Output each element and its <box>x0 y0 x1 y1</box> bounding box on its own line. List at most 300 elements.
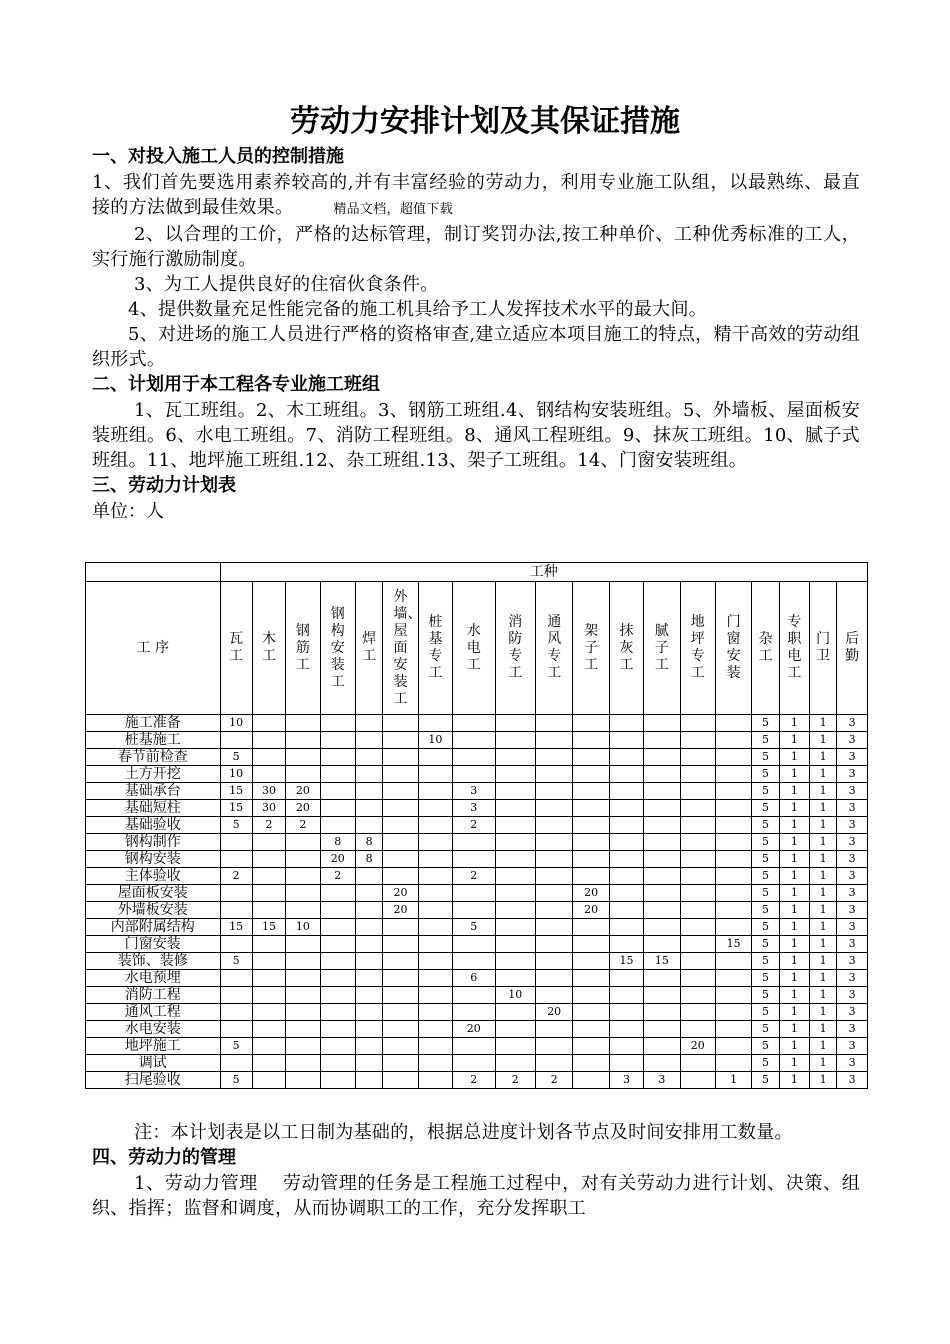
table-row <box>86 732 868 749</box>
headcount-cell: 20 <box>320 851 355 868</box>
headcount-cell: 1 <box>810 936 837 953</box>
headcount-cell <box>680 936 715 953</box>
trade-header-label: 通风专工 <box>547 614 562 681</box>
headcount-cell <box>220 970 252 987</box>
headcount-cell: 1 <box>779 817 809 834</box>
headcount-cell <box>573 1055 609 1072</box>
headcount-cell: 3 <box>837 800 868 817</box>
headcount-cell: 1 <box>779 783 809 800</box>
headcount-cell <box>453 1055 495 1072</box>
headcount-cell <box>535 936 572 953</box>
headcount-cell <box>609 1021 643 1038</box>
headcount-cell <box>680 732 715 749</box>
headcount-cell: 15 <box>644 953 680 970</box>
headcount-cell <box>453 732 495 749</box>
headcount-cell: 20 <box>535 1004 572 1021</box>
headcount-cell: 1 <box>779 749 809 766</box>
headcount-cell <box>609 732 643 749</box>
table-row <box>86 817 868 834</box>
trade-header-11 <box>609 582 643 715</box>
headcount-cell <box>320 732 355 749</box>
headcount-cell: 5 <box>752 919 779 936</box>
headcount-cell <box>715 1021 751 1038</box>
headcount-cell <box>418 834 452 851</box>
headcount-cell: 1 <box>810 987 837 1004</box>
headcount-cell: 1 <box>779 919 809 936</box>
process-name: 基础验收 <box>86 817 221 834</box>
process-name: 春节前检查 <box>86 749 221 766</box>
headcount-cell <box>644 715 680 732</box>
document-title: 劳动力安排计划及其保证措施 <box>290 104 680 139</box>
headcount-cell <box>356 1038 383 1055</box>
headcount-cell <box>715 953 751 970</box>
section1-paragraph-3: 3、为工人提供良好的住宿伙食条件。 <box>134 274 439 295</box>
section1-p1-text: 1、我们首先要选用素养较高的,并有丰富经验的劳动力，利用专业施工队组，以最熟练、最直接的方法做到最佳效果。 <box>92 172 860 218</box>
headcount-cell <box>286 715 320 732</box>
process-name: 外墙板安装 <box>86 902 221 919</box>
headcount-cell <box>320 1055 355 1072</box>
headcount-cell <box>535 902 572 919</box>
headcount-cell: 2 <box>252 817 285 834</box>
headcount-cell: 15 <box>220 783 252 800</box>
headcount-cell <box>383 715 418 732</box>
section1-paragraph-2: 2、以合理的工价，严格的达标管理，制订奖罚办法,按工种单价、工种优秀标准的工人，实行施行激励制度。 <box>92 224 860 270</box>
headcount-cell <box>715 749 751 766</box>
headcount-cell: 5 <box>752 749 779 766</box>
headcount-cell <box>609 817 643 834</box>
process-name: 钢构制作 <box>86 834 221 851</box>
headcount-cell: 1 <box>779 1055 809 1072</box>
headcount-cell <box>715 783 751 800</box>
process-name: 装饰、装修 <box>86 953 221 970</box>
headcount-cell <box>715 970 751 987</box>
headcount-cell <box>609 868 643 885</box>
headcount-cell <box>495 953 535 970</box>
headcount-cell <box>320 817 355 834</box>
headcount-cell <box>453 1038 495 1055</box>
headcount-cell <box>383 834 418 851</box>
headcount-cell <box>535 817 572 834</box>
table-group-header-row <box>86 563 868 582</box>
headcount-cell <box>418 1072 452 1089</box>
headcount-cell <box>680 817 715 834</box>
headcount-cell <box>573 834 609 851</box>
headcount-cell <box>220 1055 252 1072</box>
headcount-cell <box>609 834 643 851</box>
headcount-cell <box>535 783 572 800</box>
process-name: 通风工程 <box>86 1004 221 1021</box>
headcount-cell: 3 <box>837 936 868 953</box>
headcount-cell: 1 <box>779 987 809 1004</box>
headcount-cell: 20 <box>680 1038 715 1055</box>
headcount-cell: 1 <box>779 1038 809 1055</box>
headcount-cell <box>356 817 383 834</box>
headcount-cell <box>609 783 643 800</box>
headcount-cell <box>356 970 383 987</box>
headcount-cell <box>383 749 418 766</box>
headcount-cell <box>644 817 680 834</box>
headcount-cell <box>644 851 680 868</box>
headcount-cell <box>220 936 252 953</box>
headcount-cell <box>609 800 643 817</box>
headcount-cell: 1 <box>779 902 809 919</box>
headcount-cell <box>383 919 418 936</box>
headcount-cell <box>495 783 535 800</box>
headcount-cell <box>680 834 715 851</box>
headcount-cell <box>535 987 572 1004</box>
headcount-cell <box>320 766 355 783</box>
headcount-cell <box>680 715 715 732</box>
headcount-cell <box>320 800 355 817</box>
table-row <box>86 868 868 885</box>
headcount-cell <box>356 800 383 817</box>
headcount-cell: 3 <box>837 1004 868 1021</box>
headcount-cell: 1 <box>810 919 837 936</box>
after-table <box>92 1120 860 1221</box>
headcount-cell <box>453 1004 495 1021</box>
headcount-cell <box>715 868 751 885</box>
trade-header-14 <box>715 582 751 715</box>
headcount-cell <box>320 1004 355 1021</box>
trade-header-3 <box>320 582 355 715</box>
headcount-cell <box>286 732 320 749</box>
headcount-cell: 3 <box>837 1038 868 1055</box>
headcount-cell: 3 <box>609 1072 643 1089</box>
table-row <box>86 834 868 851</box>
headcount-cell <box>418 987 452 1004</box>
headcount-cell <box>252 885 285 902</box>
process-name: 基础短柱 <box>86 800 221 817</box>
table-row <box>86 749 868 766</box>
headcount-cell <box>220 732 252 749</box>
headcount-cell <box>495 715 535 732</box>
headcount-cell <box>383 936 418 953</box>
trade-header-label: 后勤 <box>845 631 860 664</box>
process-name: 地坪施工 <box>86 1038 221 1055</box>
trade-header-label: 瓦工 <box>229 631 244 664</box>
headcount-cell <box>680 970 715 987</box>
headcount-cell <box>495 800 535 817</box>
headcount-cell <box>680 1072 715 1089</box>
headcount-cell: 2 <box>453 817 495 834</box>
headcount-cell <box>715 766 751 783</box>
headcount-cell <box>644 1021 680 1038</box>
headcount-cell: 3 <box>837 1072 868 1089</box>
headcount-cell <box>495 970 535 987</box>
headcount-cell: 20 <box>383 902 418 919</box>
headcount-cell: 1 <box>779 834 809 851</box>
headcount-cell <box>609 1038 643 1055</box>
headcount-cell <box>383 868 418 885</box>
headcount-cell <box>252 970 285 987</box>
headcount-cell <box>573 732 609 749</box>
headcount-cell <box>356 987 383 1004</box>
headcount-cell: 3 <box>837 953 868 970</box>
headcount-cell <box>715 919 751 936</box>
labor-plan-table <box>85 562 868 1089</box>
headcount-cell <box>356 936 383 953</box>
headcount-cell: 2 <box>453 868 495 885</box>
headcount-cell: 1 <box>810 749 837 766</box>
headcount-cell: 2 <box>220 868 252 885</box>
headcount-cell: 2 <box>286 817 320 834</box>
table-row <box>86 783 868 800</box>
headcount-cell: 5 <box>752 987 779 1004</box>
headcount-cell: 1 <box>779 868 809 885</box>
unit-label: 单位：人 <box>92 501 164 522</box>
table-row <box>86 970 868 987</box>
headcount-cell <box>495 817 535 834</box>
table-row <box>86 902 868 919</box>
table-row <box>86 1021 868 1038</box>
table-row <box>86 851 868 868</box>
headcount-cell <box>356 902 383 919</box>
headcount-cell: 30 <box>252 800 285 817</box>
headcount-cell <box>573 851 609 868</box>
trade-header-9 <box>535 582 572 715</box>
headcount-cell: 20 <box>286 783 320 800</box>
headcount-cell <box>383 1072 418 1089</box>
headcount-cell <box>680 851 715 868</box>
trade-header-label: 消防专工 <box>508 614 523 681</box>
process-name: 土方开挖 <box>86 766 221 783</box>
headcount-cell <box>286 885 320 902</box>
headcount-cell <box>383 1038 418 1055</box>
headcount-cell <box>609 902 643 919</box>
headcount-cell <box>609 851 643 868</box>
headcount-cell: 5 <box>752 732 779 749</box>
headcount-cell <box>535 1055 572 1072</box>
headcount-cell <box>356 783 383 800</box>
headcount-cell <box>609 970 643 987</box>
trade-header-label: 腻子工 <box>654 622 669 673</box>
headcount-cell: 8 <box>356 834 383 851</box>
trade-header-7 <box>453 582 495 715</box>
headcount-cell <box>418 800 452 817</box>
headcount-cell <box>320 1021 355 1038</box>
headcount-cell: 1 <box>810 1072 837 1089</box>
headcount-cell <box>644 987 680 1004</box>
trade-header-label: 专职电工 <box>787 614 802 681</box>
trade-header-label: 水电工 <box>466 622 481 673</box>
headcount-cell <box>573 936 609 953</box>
table-corner-cell <box>86 563 221 582</box>
headcount-cell: 3 <box>837 851 868 868</box>
headcount-cell <box>715 817 751 834</box>
headcount-cell: 2 <box>495 1072 535 1089</box>
headcount-cell <box>644 1004 680 1021</box>
headcount-cell <box>609 987 643 1004</box>
headcount-cell <box>320 1038 355 1055</box>
headcount-cell <box>453 851 495 868</box>
headcount-cell <box>383 800 418 817</box>
headcount-cell: 20 <box>383 885 418 902</box>
headcount-cell: 1 <box>779 1021 809 1038</box>
headcount-cell <box>535 1021 572 1038</box>
trade-header-5 <box>383 582 422 715</box>
process-name: 主体验收 <box>86 868 221 885</box>
trade-header-label: 桩基专工 <box>428 614 443 681</box>
headcount-cell <box>715 800 751 817</box>
headcount-cell <box>383 1004 418 1021</box>
headcount-cell: 2 <box>535 1072 572 1089</box>
headcount-cell: 3 <box>837 885 868 902</box>
headcount-cell: 3 <box>837 766 868 783</box>
headcount-cell: 3 <box>453 783 495 800</box>
headcount-cell <box>644 919 680 936</box>
headcount-cell <box>535 851 572 868</box>
headcount-cell <box>644 766 680 783</box>
headcount-cell <box>573 817 609 834</box>
headcount-cell <box>252 1004 285 1021</box>
trade-header-label: 架子工 <box>584 622 599 673</box>
headcount-cell <box>453 902 495 919</box>
headcount-cell: 5 <box>752 936 779 953</box>
process-name: 消防工程 <box>86 987 221 1004</box>
headcount-cell <box>715 902 751 919</box>
trade-header-17 <box>810 582 837 715</box>
headcount-cell <box>356 1055 383 1072</box>
trade-header-18 <box>837 582 868 715</box>
headcount-cell: 1 <box>779 970 809 987</box>
headcount-cell: 5 <box>220 1038 252 1055</box>
headcount-cell <box>495 919 535 936</box>
headcount-cell <box>715 715 751 732</box>
headcount-cell: 5 <box>752 1021 779 1038</box>
headcount-cell: 10 <box>286 919 320 936</box>
table-row <box>86 987 868 1004</box>
headcount-cell: 1 <box>810 817 837 834</box>
headcount-cell <box>715 1004 751 1021</box>
headcount-cell <box>644 749 680 766</box>
headcount-cell <box>320 936 355 953</box>
headcount-cell <box>418 1021 452 1038</box>
headcount-cell <box>495 851 535 868</box>
trade-header-label: 钢筋工 <box>295 622 310 673</box>
process-name: 屋面板安装 <box>86 885 221 902</box>
headcount-cell <box>609 885 643 902</box>
headcount-cell <box>609 749 643 766</box>
headcount-cell <box>453 749 495 766</box>
trade-header-label: 外墙、屋面安装工 <box>393 588 422 707</box>
headcount-cell <box>573 1038 609 1055</box>
process-name: 扫尾验收 <box>86 1072 221 1089</box>
headcount-cell: 10 <box>220 766 252 783</box>
headcount-cell <box>609 1004 643 1021</box>
headcount-cell <box>644 1038 680 1055</box>
headcount-cell <box>220 1004 252 1021</box>
headcount-cell <box>644 970 680 987</box>
headcount-cell <box>356 885 383 902</box>
headcount-cell <box>356 715 383 732</box>
headcount-cell <box>535 970 572 987</box>
headcount-cell <box>715 834 751 851</box>
headcount-cell <box>220 885 252 902</box>
headcount-cell <box>252 851 285 868</box>
headcount-cell <box>356 749 383 766</box>
headcount-cell <box>220 987 252 1004</box>
headcount-cell <box>453 834 495 851</box>
headcount-cell <box>252 715 285 732</box>
headcount-cell <box>383 1055 418 1072</box>
process-name: 门窗安装 <box>86 936 221 953</box>
headcount-cell <box>535 919 572 936</box>
headcount-cell <box>356 953 383 970</box>
headcount-cell <box>320 715 355 732</box>
headcount-cell: 1 <box>779 732 809 749</box>
headcount-cell <box>680 885 715 902</box>
headcount-cell <box>573 1021 609 1038</box>
headcount-cell <box>286 953 320 970</box>
headcount-cell <box>573 1072 609 1089</box>
headcount-cell <box>418 1055 452 1072</box>
headcount-cell: 1 <box>810 834 837 851</box>
headcount-cell <box>418 919 452 936</box>
headcount-cell: 1 <box>810 715 837 732</box>
headcount-cell: 20 <box>573 885 609 902</box>
headcount-cell: 5 <box>752 885 779 902</box>
trade-header-label: 焊工 <box>362 631 377 664</box>
headcount-cell <box>680 868 715 885</box>
headcount-cell <box>320 749 355 766</box>
headcount-cell: 5 <box>453 919 495 936</box>
headcount-cell <box>252 936 285 953</box>
section1-heading: 一、对投入施工人员的控制措施 <box>92 146 344 167</box>
headcount-cell <box>286 851 320 868</box>
headcount-cell <box>495 1004 535 1021</box>
headcount-cell <box>495 1021 535 1038</box>
trade-header-10 <box>573 582 609 715</box>
headcount-cell <box>286 1004 320 1021</box>
headcount-cell <box>644 834 680 851</box>
headcount-cell <box>644 800 680 817</box>
headcount-cell <box>252 834 285 851</box>
headcount-cell <box>383 766 418 783</box>
process-header: 工 序 <box>86 582 221 715</box>
headcount-cell: 20 <box>286 800 320 817</box>
headcount-cell <box>252 766 285 783</box>
headcount-cell <box>252 1021 285 1038</box>
headcount-cell <box>418 953 452 970</box>
headcount-cell: 1 <box>779 1004 809 1021</box>
headcount-cell <box>680 902 715 919</box>
trade-header-1 <box>252 582 285 715</box>
headcount-cell <box>644 868 680 885</box>
headcount-cell: 20 <box>453 1021 495 1038</box>
table-row <box>86 953 868 970</box>
headcount-cell <box>535 1038 572 1055</box>
headcount-cell: 1 <box>779 885 809 902</box>
headcount-cell <box>252 1055 285 1072</box>
headcount-cell <box>609 715 643 732</box>
headcount-cell <box>573 953 609 970</box>
headcount-cell: 3 <box>837 817 868 834</box>
headcount-cell <box>715 1038 751 1055</box>
process-name: 调试 <box>86 1055 221 1072</box>
headcount-cell: 1 <box>810 970 837 987</box>
headcount-cell <box>418 936 452 953</box>
headcount-cell <box>418 868 452 885</box>
headcount-cell <box>453 885 495 902</box>
headcount-cell <box>609 936 643 953</box>
table-row <box>86 1055 868 1072</box>
headcount-cell: 5 <box>752 970 779 987</box>
headcount-cell: 1 <box>810 868 837 885</box>
headcount-cell: 3 <box>837 970 868 987</box>
headcount-cell <box>535 868 572 885</box>
headcount-cell <box>644 936 680 953</box>
trade-header-15 <box>752 582 779 715</box>
